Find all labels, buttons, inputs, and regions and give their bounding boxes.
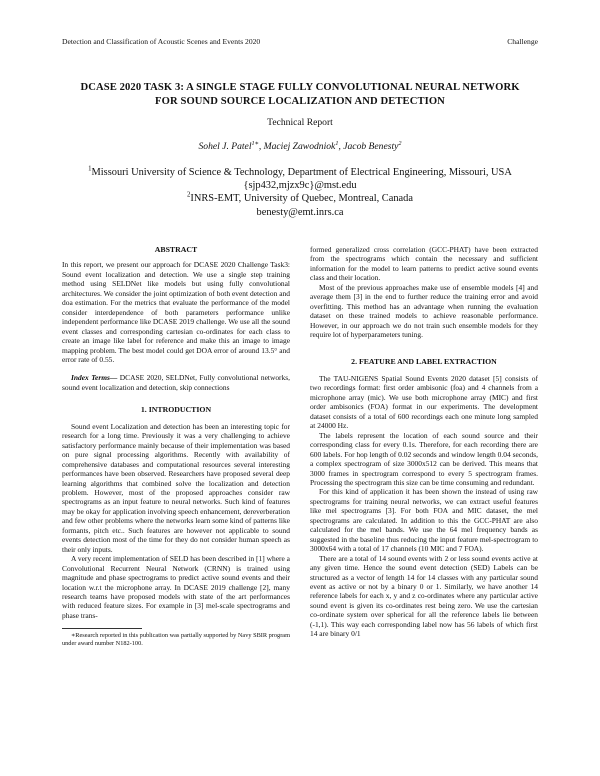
- intro-continued-paragraph: formed generalized cross correlation (GCC-PHAT) have been extracted from the spectrograms which contain the necessary and sufficient information for the model to learn patterns to predict active sound events class and their location.: [310, 245, 538, 283]
- index-terms-label: Index Terms—: [71, 373, 118, 383]
- affiliation-1-mark: 1: [88, 165, 92, 173]
- author-1-mark: 1∗: [251, 139, 259, 147]
- abstract-text: In this report, we present our approach for DCASE 2020 Challenge Task3: Sound event localization and detection. We use a single step training method using SELDNet like models but using fully convolutional architectures. We consider the joint optimization of both event detection and doa estimation. For the metrics that evaluate the performance of the model consider interdependence of both parameters performance unlike independent performance like DCASE 2019 challenge. We use all the sound event classes and corresponding cartesian co-ordinates for each class to create an image like label for reference and make this an image to image mapping problem. The best model could get DOA error of around 13.5° and error rate of 0.55.: [62, 260, 290, 364]
- introduction-heading: 1. INTRODUCTION: [140, 405, 212, 415]
- abstract-heading: ABSTRACT: [154, 245, 198, 254]
- affiliation-1: [40, 166, 560, 179]
- affiliation-1-email: {sjp432,mjzx9c}@mst.edu: [243, 180, 357, 192]
- author-3-mark: 2: [398, 139, 402, 147]
- report-type: Technical Report: [267, 117, 333, 128]
- index-terms-text: DCASE 2020, SELDNet, Fully convolutional networks, sound event localization and detection, skip connections: [62, 373, 290, 392]
- running-header-left: Detection and Classification of Acoustic Scenes and Events 2020: [62, 37, 261, 46]
- feature-extraction-heading: 2. FEATURE AND LABEL EXTRACTION: [351, 356, 497, 366]
- affiliation-2-email: benesty@emt.inrs.ca: [256, 206, 344, 218]
- paper-title-line-1: DCASE 2020 TASK 3: A SINGLE STAGE FULLY CONVOLUTIONAL NEURAL NETWORK: [80, 82, 520, 93]
- running-header: [62, 37, 538, 46]
- paper-title: [50, 81, 550, 109]
- affiliation-2-mark: 2: [187, 191, 191, 199]
- affiliation-2: [40, 192, 560, 205]
- author-list: Sohel J. Patel$^{1∗}$, Maciej Zawodniok$^1$, Jacob Benesty$^2$: [198, 139, 402, 152]
- running-header-right: Challenge: [507, 37, 538, 46]
- index-terms: [62, 373, 290, 392]
- labels-paragraph: The labels represent the location of each sound source and their corresponding class for every 0.1s. Therefore, for each recording there are 600 labels. For hop length of 0.02 seconds and window length 0.04 seconds, a complex spectrogram of size 3000x512 can be derived. This means that 3000 frames in spectrogram correspond to every 5 spectrogram frames. Processing the spectrogram this size can be time consuming and redundant.: [310, 430, 538, 487]
- left-column: [62, 245, 290, 648]
- mel-features-paragraph: For this kind of application it has been shown the instead of using raw spectrograms for training neural networks, we can extract useful features like mel spectrograms [3]. For both FOA and MIC dataset, the mel spectrograms are calculated. In addition to this the GCC-PHAT are also calculated for the mel bands. We use the 64 mel frequency bands as suggested in the baseline thus reducing the input feature mel-spectrogram to 3000x64 with a total of 17 channels (10 MIC and 7 FOA).: [310, 487, 538, 554]
- footnote: ∗Research reported in this publication was partially supported by Navy SBIR program under award number N182-100.: [62, 632, 290, 648]
- footnote-rule: [62, 628, 142, 629]
- author-3: Jacob Benesty: [343, 141, 399, 152]
- right-column: [310, 245, 538, 639]
- dataset-paragraph: The TAU-NIGENS Spatial Sound Events 2020 dataset [5] consists of two recordings format: first order ambisonic (foa) and 4 channels from a microphone array (mic). We use both microphone array (MIC) and first order ambisonics (FOA) format in our experiments. The development dataset consists of a total of 600 recordings each one minute long sampled at 24000 Hz.: [310, 373, 538, 431]
- introduction-paragraph-2: A very recent implementation of SELD has been described in [1] where a Convolutional Recurrent Neural Network (CRNN) is trained using magnitude and phase spectrograms to predict active sound events and their location w.r.t the microphone array. In DCASE 2019 challenge [2], many research teams have proposed models with state of the art performances with reduced feature sizes. For example in [3] mel-scale spectrograms and phase trans-: [62, 554, 290, 620]
- paper-title-line-2: FOR SOUND SOURCE LOCALIZATION AND DETECTION: [155, 96, 445, 107]
- introduction-paragraph-1: Sound event Localization and detection has been an interesting topic for research for a long time. Previously it was a very challenging to achieve satisfactory performance mainly because of their implementation was based on pure signal processing algorithms. Recently with availability of comprehensive databases and computational resources several interesting performances have been observed. Researchers have proposed several deep learning algorithms that combined solve the localization and detection problem. However, most of the proposed approaches consider raw spectrograms as an input feature to neural networks. Such kind of features may be okay for application involving speech enhancement, dereverberation and few other problems where the networks learn some kind of patterns like formants, pitch etc.. Such features are however not applicable to sound events detection most of the time for they do not consider human speech as their only inputs.: [62, 421, 290, 554]
- author-1: Sohel J. Patel: [198, 141, 252, 152]
- affiliations: [40, 166, 560, 219]
- ensemble-paragraph: Most of the previous approaches make use of ensemble models [4] and average them [3] in the end to further reduce the training error and avoid overfitting. This method has an advantage when running the evaluation dataset on these trained models to achieve reasonable performance. However, in our approach we do not train such ensemble models for they require lot of hyperparameters tuning.: [310, 282, 538, 340]
- author-2-mark: 1: [335, 139, 339, 147]
- affiliation-1-name: Missouri University of Science & Technology, Department of Electrical Engineering, Missouri, USA: [91, 167, 512, 178]
- author-2: Maciej Zawodniok: [263, 141, 336, 152]
- affiliation-2-name: INRS-EMT, University of Quebec, Montreal, Canada: [190, 193, 413, 205]
- sound-events-paragraph: There are a total of 14 sound events with 2 or less sound events active at any given time. Hence the sound event detection (SED) Labels can be structured as a vector of length 14 for 14 classes with any particular sound event as active or not by a binary 0 or 1. Similarly, we have another 14 reference labels for each x, y and z co-ordinates where any particular active sound event is given its co-ordinates rest being zero. We use the cartesian co-ordinate system over spherical for all the reference labels lie between (-1,1). This way each corresponding label now has 56 labels of which first 14 are binary 0/1: [310, 553, 538, 639]
